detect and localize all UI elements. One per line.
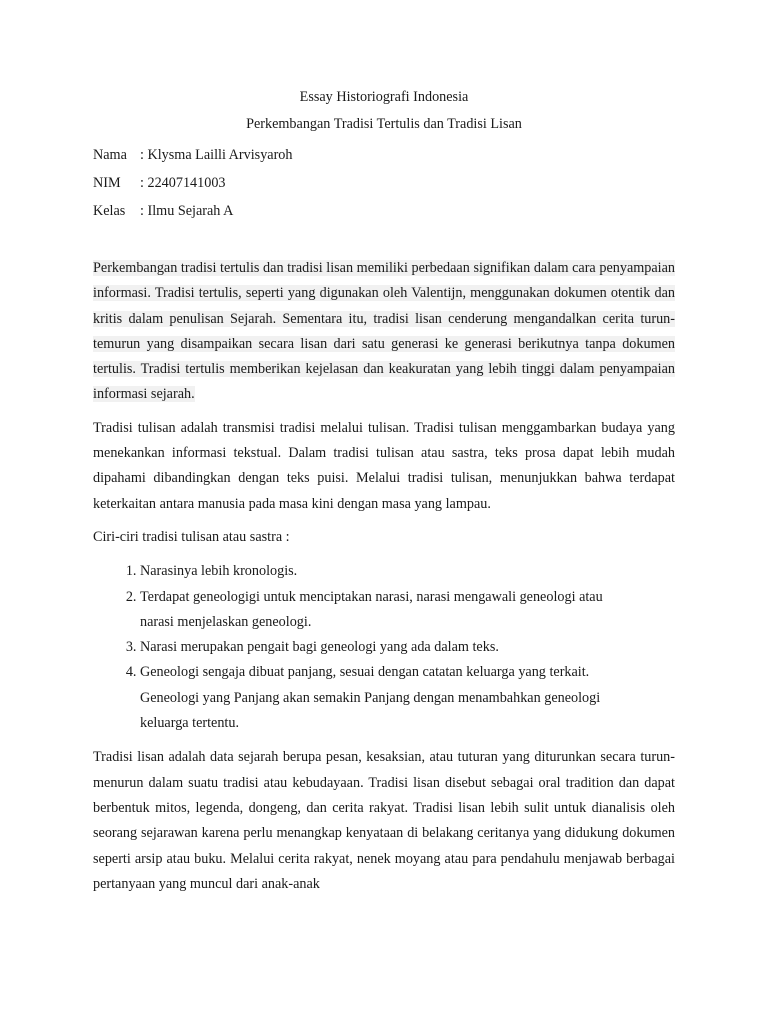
list-item bbox=[140, 559, 675, 584]
info-row-kelas bbox=[93, 202, 675, 220]
list-item-text: Narasinya lebih kronologis. bbox=[140, 563, 298, 580]
student-info bbox=[93, 146, 675, 220]
essay-title: Essay Historiografi Indonesia bbox=[299, 89, 469, 105]
list-item bbox=[140, 660, 675, 736]
info-row-nama bbox=[93, 146, 675, 164]
list-item-text: Narasi merupakan pengait bagi geneologi yang ada dalam teks. bbox=[140, 639, 499, 656]
traits-list bbox=[93, 559, 675, 736]
paragraph-intro bbox=[93, 256, 675, 408]
paragraph-oral-tradition: Tradisi lisan adalah data sejarah berupa pesan, kesaksian, atau tuturan yang diturunkan secara turun-menurun dalam suatu tradisi atau kebudayaan. Tradisi lisan disebut sebagai oral tradition dan dapat berbentuk mitos, legenda, dongeng, dan cerita rakyat. Tradisi lisan lebih sulit untuk dianalisis oleh seorang sejarawan karena perlu menangkap kenyataan di belakang ceritanya yang didukung dokumen seperti arsip atau buku. Melalui cerita rakyat, nenek moyang atau para pendahulu menjawab berbagai pertanyaan yang muncul dari anak-anak bbox=[93, 749, 675, 892]
info-value: : 22407141003 bbox=[140, 175, 226, 191]
info-label: NIM bbox=[93, 175, 121, 191]
list-item-text: Geneologi sengaja dibuat panjang, sesuai dengan catatan keluarga yang terkait. Geneologi yang Panjang akan semakin Panjang dengan menambahkan geneologi keluarga tertentu. bbox=[140, 664, 601, 732]
info-label: Kelas bbox=[93, 203, 126, 219]
info-row-nim bbox=[93, 174, 675, 192]
document-page bbox=[93, 84, 675, 897]
essay-subtitle: Perkembangan Tradisi Tertulis dan Tradisi Lisan bbox=[246, 116, 522, 132]
paragraph-written-tradition: Tradisi tulisan adalah transmisi tradisi melalui tulisan. Tradisi tulisan menggambarkan budaya yang menekankan informasi tekstual. Dalam tradisi tulisan atau sastra, teks prosa dapat lebih mudah dipahami dibandingkan dengan teks puisi. Melalui tradisi tulisan, menunjukkan bahwa terdapat keterkaitan antara manusia pada masa kini dengan masa yang lampau. bbox=[93, 419, 675, 512]
list-item-text: Terdapat geneologigi untuk menciptakan narasi, narasi mengawali geneologi atau narasi menjelaskan geneologi. bbox=[140, 588, 603, 630]
list-item bbox=[140, 635, 675, 660]
list-intro: Ciri-ciri tradisi tulisan atau sastra : bbox=[93, 528, 290, 545]
info-label: Nama bbox=[93, 147, 127, 163]
paragraph-intro-text: Perkembangan tradisi tertulis dan tradisi lisan memiliki perbedaan signifikan dalam cara penyampaian informasi. Tradisi tertulis, seperti yang digunakan oleh Valentijn, menggunakan dokumen otentik dan kritis dalam penulisan Sejarah. Sementara itu, tradisi lisan cenderung mengandalkan cerita turun-temurun yang disampaikan secara lisan dari satu generasi ke generasi berikutnya tanpa dokumen tertulis. Tradisi tertulis memberikan kejelasan dan keakuratan yang lebih tinggi dalam penyampaian informasi sejarah. bbox=[93, 260, 675, 403]
info-value: : Klysma Lailli Arvisyaroh bbox=[140, 147, 293, 163]
list-item bbox=[140, 585, 675, 636]
info-value: : Ilmu Sejarah A bbox=[140, 203, 234, 219]
